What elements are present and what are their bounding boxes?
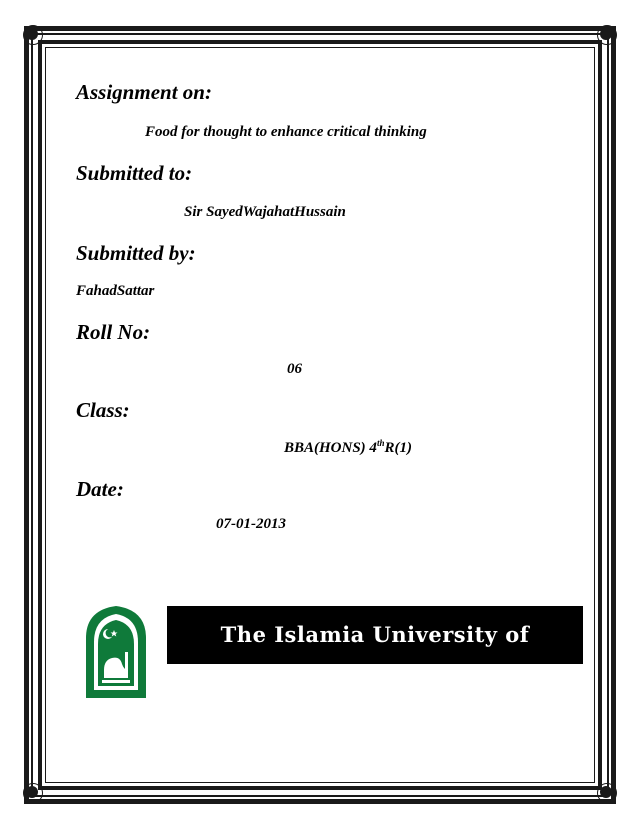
minaret-icon: [125, 652, 128, 678]
roll-no-heading: Roll No:: [76, 320, 151, 344]
corner-ornament-bottom-left: [22, 782, 44, 804]
corner-ornament-bottom-right: [596, 782, 618, 804]
date-value: 07-01-2013: [216, 516, 286, 532]
date-heading: Date:: [76, 477, 124, 501]
submitted-by-value: FahadSattar: [76, 283, 155, 299]
corner-ornament-top-left: [22, 24, 44, 46]
class-heading: Class:: [76, 398, 130, 422]
class-value-section: R(1): [384, 440, 412, 456]
submitted-by-heading: Submitted by:: [76, 241, 196, 265]
university-logo: [82, 604, 150, 700]
submitted-to-heading: Submitted to:: [76, 161, 193, 185]
assignment-heading: Assignment on:: [76, 80, 212, 104]
assignment-title: Food for thought to enhance critical thinking: [145, 124, 427, 140]
university-name: The Islamia University of Bahawalpur: [220, 622, 530, 705]
roll-no-value: 06: [287, 361, 302, 377]
class-value-main: BBA(HONS) 4: [284, 440, 377, 456]
class-value: [284, 438, 412, 457]
corner-ornament-top-right: [596, 24, 618, 46]
submitted-to-value: Sir SayedWajahatHussain: [184, 204, 346, 220]
class-value-superscript: th: [376, 438, 385, 448]
university-banner: [167, 606, 583, 705]
